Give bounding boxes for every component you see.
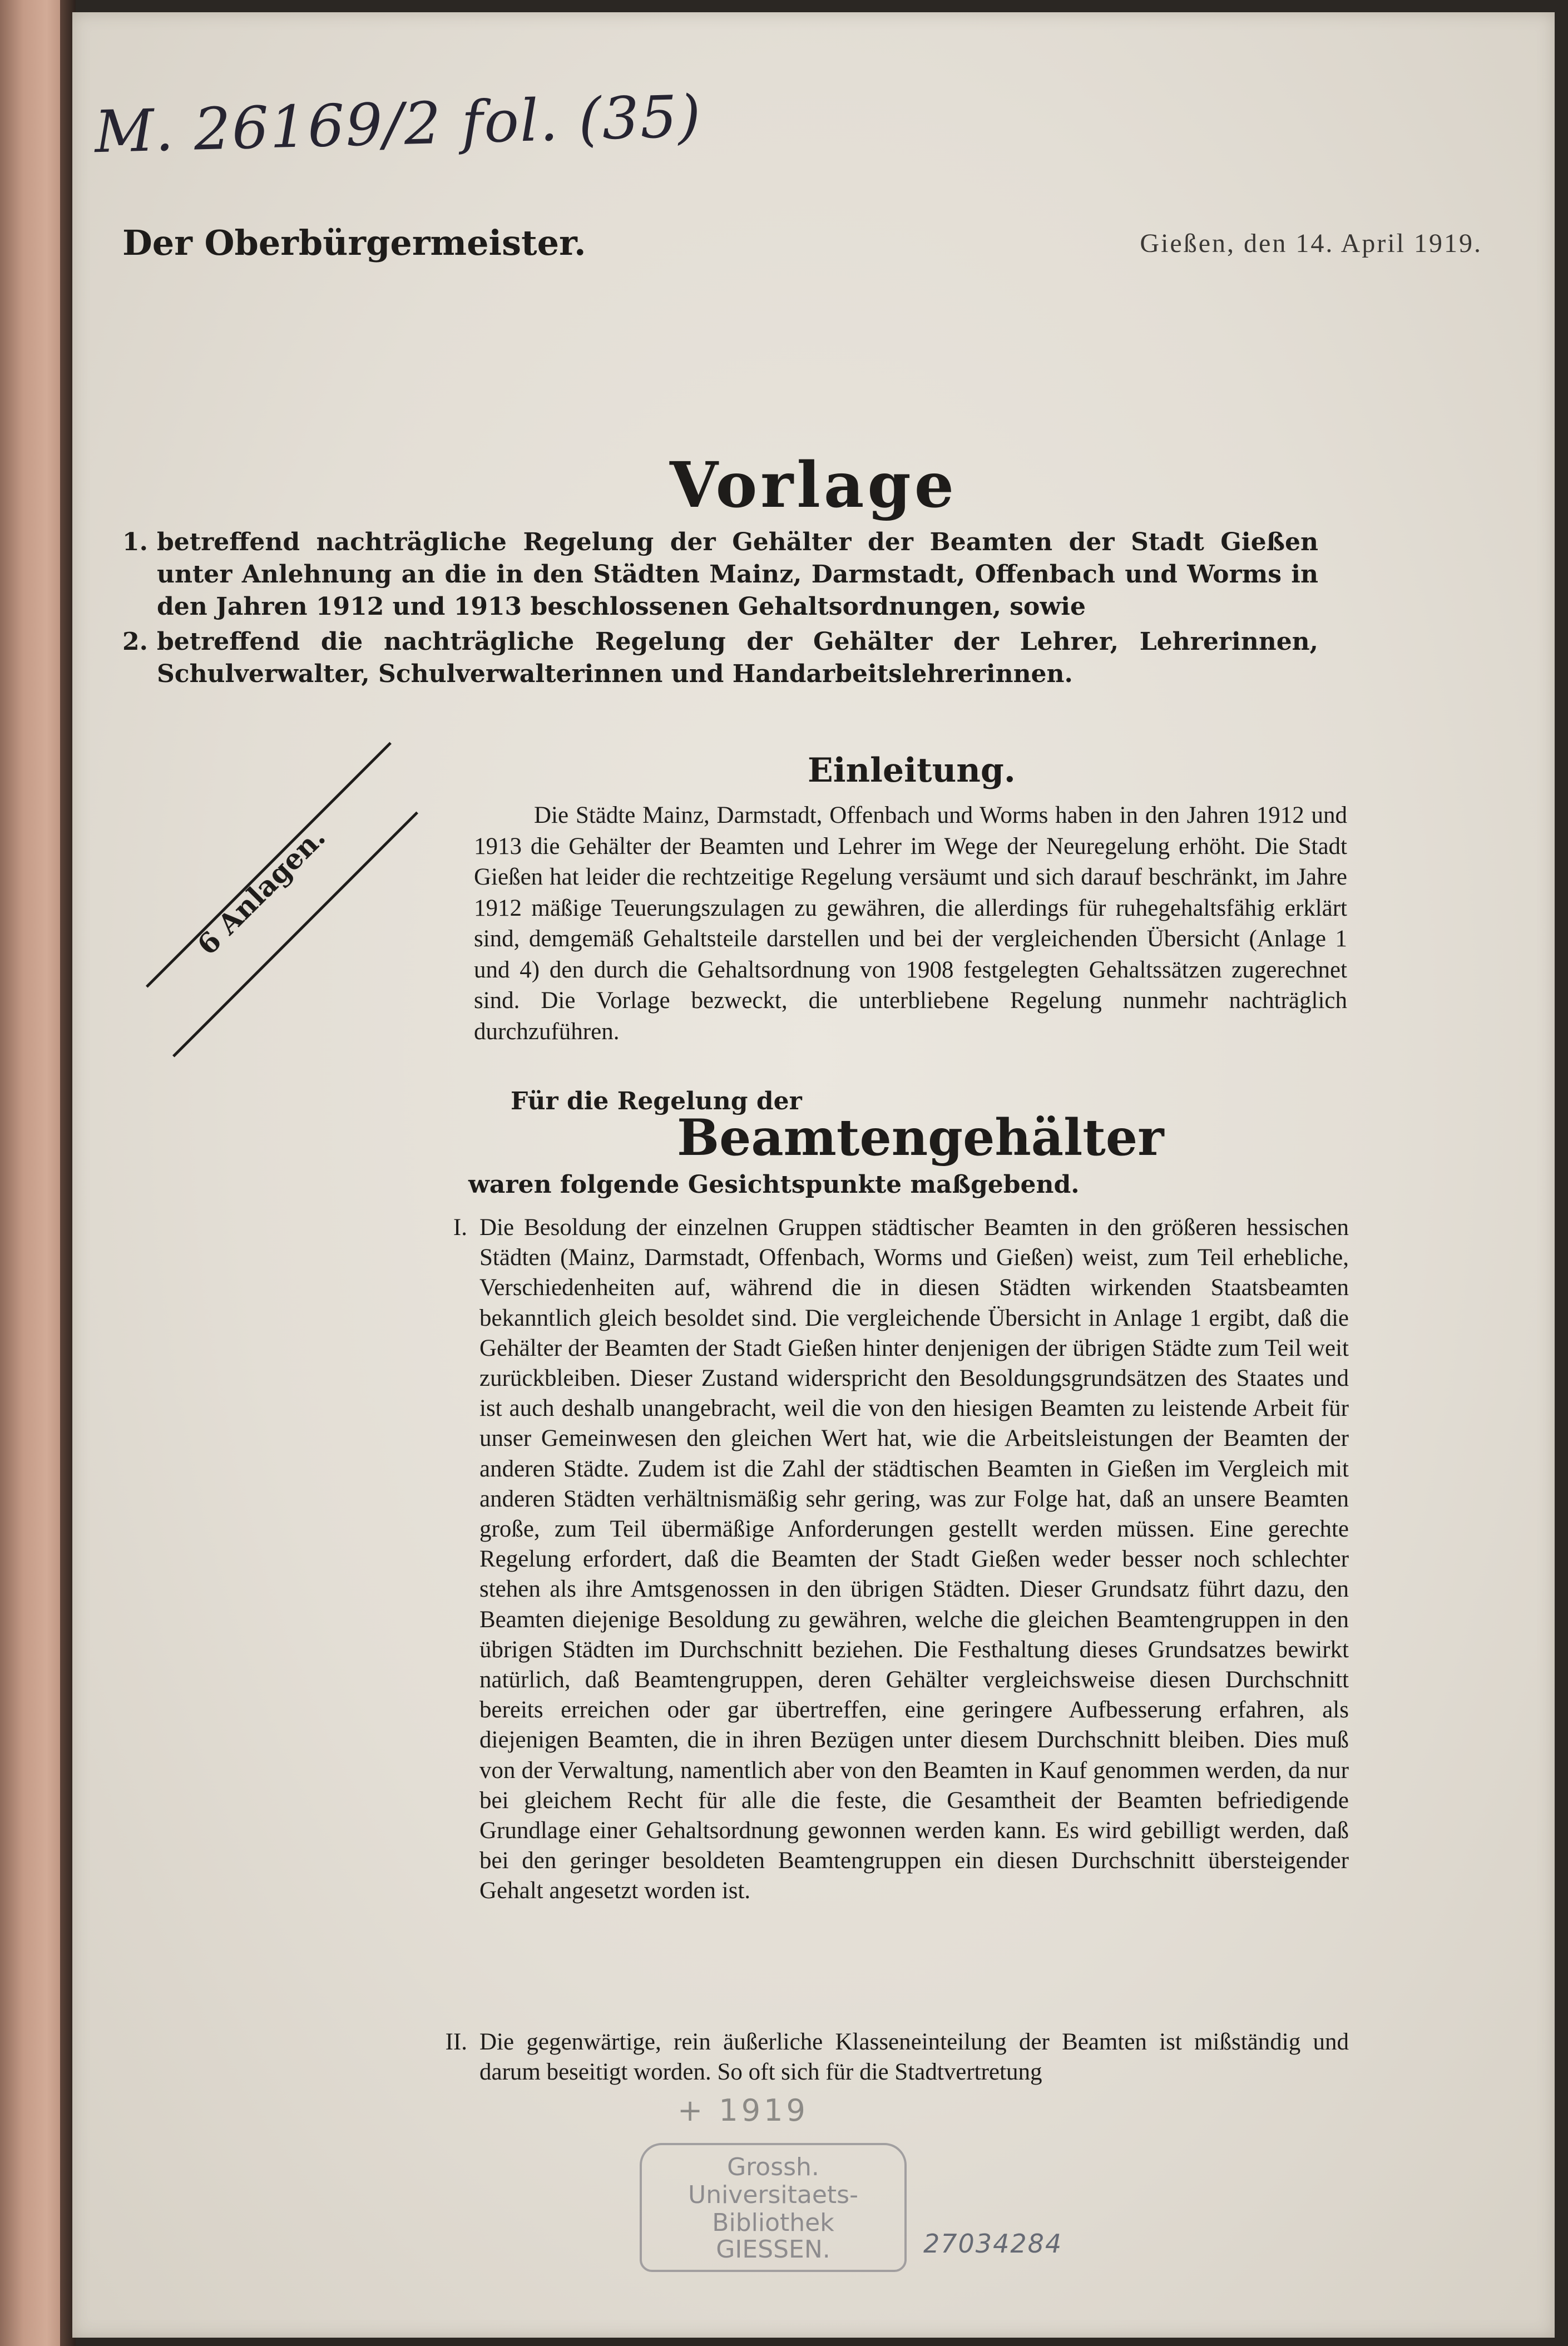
introduction-body: Die Städte Mainz, Darmstadt, Offenbach und Worms haben in den Jahren 1912 und 1913 die Gehälter der Beamten und Lehrer im Wege der Neuregelung erhöht. Die Stadt Gießen hat leider die rechtzeitige Regelung versäumt und sich darauf beschränkt, im Jahre 1912 mäßige Teuerungszulagen zu gewähren, die allerdings für ruhegehaltsfähig erklärt sind, demgemäß Gehaltsteile darstellen und bei der vergleichenden Übersicht (Anlage 1 und 4) den durch die Gehaltsordnung von 1908 festgelegten Gehaltssätzen zugerechnet sind. Die Vorlage bezweckt, die unterbliebene Regelung nunmehr nachträglich durchzuführen. [474, 802, 1347, 1045]
point-text: Die Besoldung der einzelnen Gruppen städtischer Beamten in den größeren hessischen Städten (Mainz, Darmstadt, Offenbach, Worms und Gießen) weist, zum Teil erhebliche, Verschiedenheiten auf, während die in diesen Städten wirkenden Staatsbeamten bekanntlich gleich besoldet sind. Die vergleichende Übersicht in Anlage 1 ergibt, daß die Gehälter der Beamten der Stadt Gießen hinter denjenigen der übrigen Städte zum Teil weit zurückbleiben. Dieser Zustand widerspricht den Besoldungsgrundsätzen des Staates und ist auch deshalb unangebracht, weil die von den hiesigen Beamten zu leistende Arbeit für unser Gemeinwesen den gleichen Wert hat, wie die Arbeitsleistungen der Beamten der anderen Städte. Zudem ist die Zahl der städtischen Beamten in Gießen im Vergleich mit anderen Städten verhältnismäßig sehr gering, was zur Folge hat, daß an unsere Beamten große, zum Teil übermäßige Anforderungen gestellt werden müssen. Eine gerechte Regelung erfordert, daß die Beamten der Stadt Gießen weder besser noch schlechter stehen als ihre Amtsgenossen in den übrigen Städten. Dieser Grundsatz führt dazu, den Beamten diejenige Besoldung zu gewähren, welche die gleichen Beamtengruppen in den übrigen Städten im Durchschnitt beziehen. Die Festhaltung dieses Grundsatzes bewirkt natürlich, daß Beamtengruppen, deren Gehälter vergleichsweise diesen Durchschnitt bereits erreichen oder gar übertreffen, eine geringere Aufbesserung erfahren, als diejenigen Beamten, die in ihren Bezügen unter diesem Durchschnitt bleiben. Dies muß von der Verwaltung, namentlich aber von den Beamten in Kauf genommen werden, da nur bei gleichem Recht für alle die feste, die Gesamtheit der Beamten befriedigende Grundlage einer Gehaltsordnung gewonnen werden kann. Es wird gebilligt werden, daß bei den geringer besoldeten Beamtengruppen ein diesen Durchschnitt übersteigender Gehalt angesetzt worden ist. [479, 1214, 1349, 1904]
point-numeral: I. [453, 1214, 467, 1241]
issuing-authority: Der Oberbürgermeister. [122, 223, 586, 263]
pencil-annotation: + 1919 [677, 2093, 809, 2128]
stamp-line: Grossh. [727, 2153, 819, 2181]
handwritten-shelfmark: M. 26169/2 fol. (35) [93, 82, 703, 166]
section-pretitle: Für die Regelung der [511, 1087, 802, 1115]
numbered-point [434, 1213, 1349, 1907]
point-numeral: II. [445, 2029, 467, 2055]
subject-text: betreffend nachträgliche Regelung der Gehälter der Beamten der Stadt Gießen unter Anlehnung an die in den Städten Mainz, Darmstadt, Offenbach und Worms in den Jahren 1912 und 1913 beschlossenen Gehaltsordnungen, sowie [157, 528, 1318, 621]
book-cover-edge [0, 0, 67, 2346]
library-stamp [640, 2143, 907, 2272]
section-title: Beamtengehälter [677, 1108, 1164, 1167]
enclosures-note [111, 741, 389, 997]
enclosures-label: 6 Anlagen. [190, 820, 332, 962]
subject-text: betreffend die nachträgliche Regelung der Gehälter der Lehrer, Lehrerinnen, Schulverwalter, Schulverwalterinnen und Handarbeitslehrerinnen. [157, 628, 1318, 688]
subject-item [122, 526, 1318, 623]
stamp-line: Universitaets- [687, 2181, 858, 2209]
stamp-line: Bibliothek [712, 2209, 834, 2237]
place-and-date: Gießen, den 14. April 1919. [1140, 229, 1482, 258]
subject-item [122, 626, 1318, 690]
subject-number: 2. [122, 628, 148, 656]
point-text: Die gegenwärtige, rein äußerliche Klasseneinteilung der Beamten ist mißständig und darum beseitigt worden. So oft sich für die Stadtvertretung [479, 2029, 1349, 2086]
stamp-line: GIESSEN. [716, 2235, 830, 2264]
section-subtitle: waren folgende Gesichtspunkte maßgebend. [468, 1170, 1080, 1199]
document-title: Vorlage [669, 449, 957, 522]
document-page [72, 12, 1555, 2338]
numbered-point [434, 2027, 1349, 2087]
introduction-heading: Einleitung. [808, 751, 1016, 790]
handwritten-inventory-number: 27034284 [923, 2229, 1063, 2259]
subject-number: 1. [122, 528, 148, 556]
